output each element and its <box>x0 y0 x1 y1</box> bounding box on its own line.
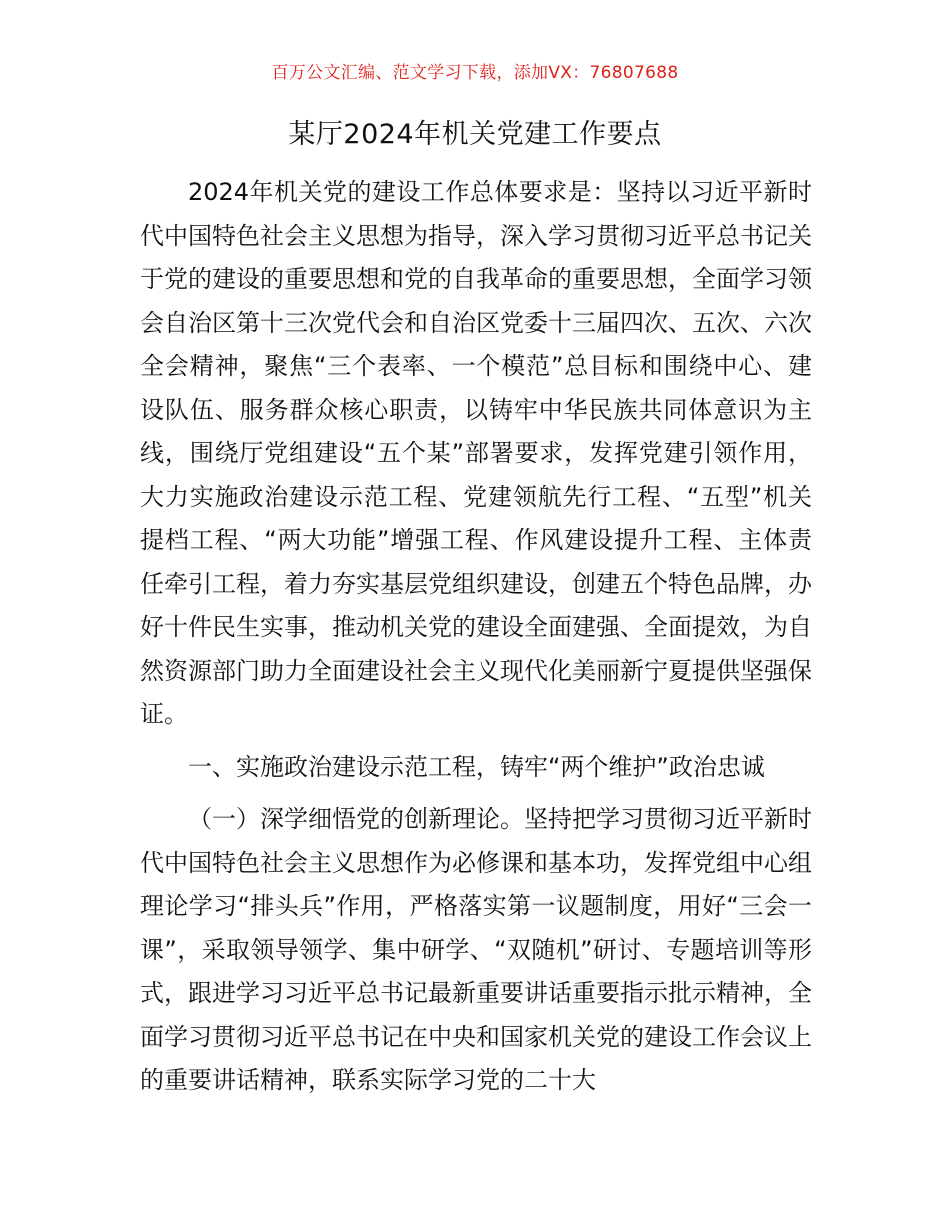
document-title: 某厅2024年机关党建工作要点 <box>288 119 662 150</box>
section-heading-1: 一、实施政治建设示范工程，铸牢“两个维护”政治忠诚 <box>188 752 765 781</box>
header-contact-note: 百万公文汇编、范文学习下载，添加VX：76807688 <box>271 63 679 83</box>
paragraph-subsection-1: （一）深学细悟党的创新理论。坚持把学习贯彻习近平新时代中国特色社会主义思想作为必修课和基本功，发挥党组中心组理论学习“排头兵”作用，严格落实第一议题制度，用好“三会一课”，采取领导领学、集中研学、“双随机”研讨、专题培训等形式，跟进学习习近平总书记最新重要讲话重要指示批示精神，全面学习贯彻习近平总书记在中央和国家机关党的建设工作会议上的重要讲话精神，联系实际学习党的二十大 <box>140 805 812 1094</box>
document-body <box>140 171 812 1103</box>
paragraph-general-requirements: 2024年机关党的建设工作总体要求是：坚持以习近平新时代中国特色社会主义思想为指导，深入学习贯彻习近平总书记关于党的建设的重要思想和党的自我革命的重要思想，全面学习领会自治区第十三次党代会和自治区党委十三届四次、五次、六次全会精神，聚焦“三个表率、一个模范”总目标和围绕中心、建设队伍、服务群众核心职责，以铸牢中华民族共同体意识为主线，围绕厅党组建设“五个某”部署要求，发挥党建引领作用，大力实施政治建设示范工程、党建领航先行工程、“五型”机关提档工程、“两大功能”增强工程、作风建设提升工程、主体责任牵引工程，着力夯实基层党组织建设，创建五个特色品牌，办好十件民生实事，推动机关党的建设全面建强、全面提效，为自然资源部门助力全面建设社会主义现代化美丽新宁夏提供坚强保证。 <box>140 178 812 728</box>
